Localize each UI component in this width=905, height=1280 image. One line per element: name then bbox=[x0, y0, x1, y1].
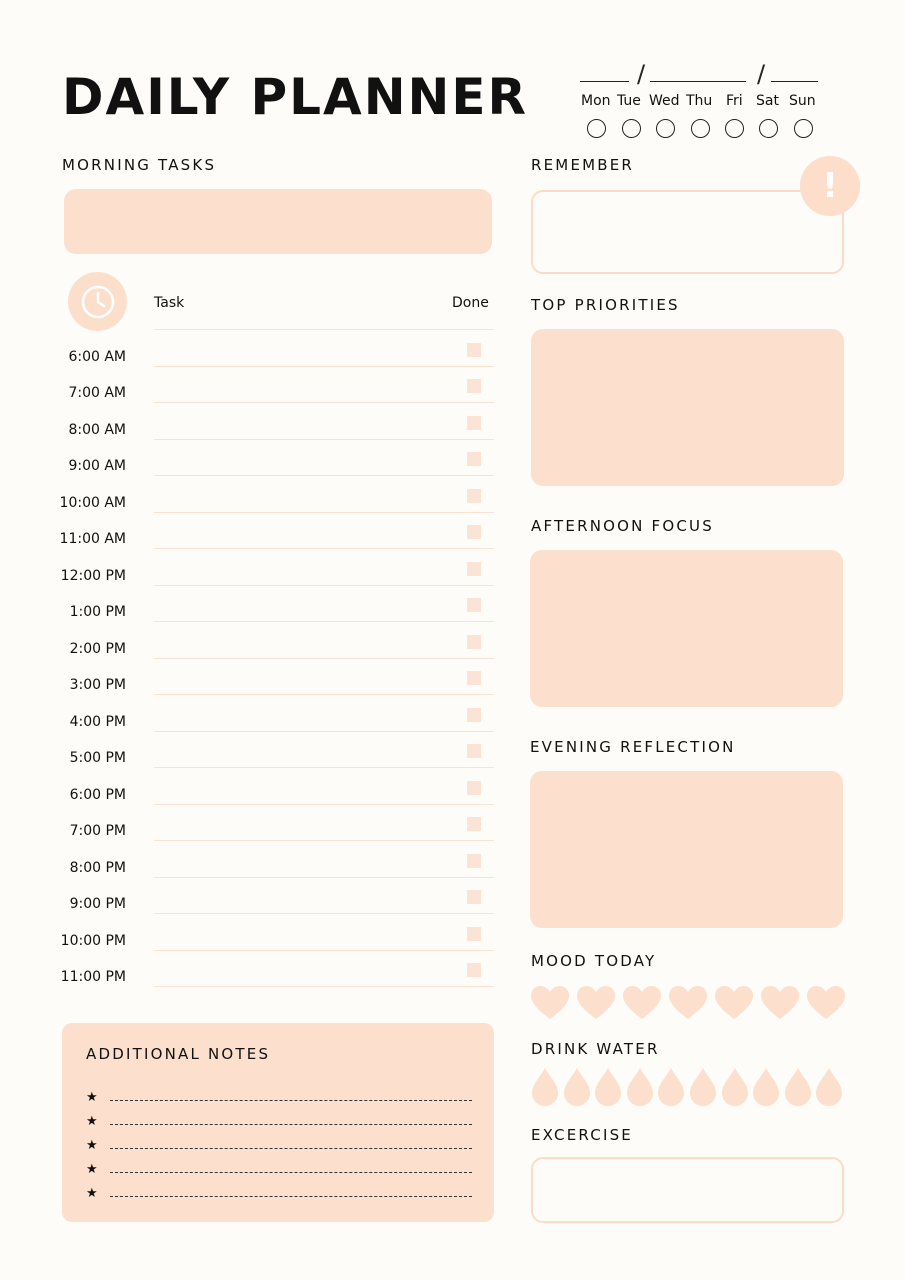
water-drop-icon[interactable] bbox=[814, 1067, 844, 1107]
time-label: 11:00 PM bbox=[60, 969, 126, 985]
done-checkbox[interactable] bbox=[467, 817, 481, 831]
task-line[interactable] bbox=[154, 402, 494, 403]
done-checkbox[interactable] bbox=[467, 343, 481, 357]
time-label: 9:00 AM bbox=[68, 458, 126, 474]
remember-label: REMEMBER bbox=[531, 156, 635, 174]
done-checkbox[interactable] bbox=[467, 452, 481, 466]
heart-icon[interactable] bbox=[530, 985, 570, 1021]
task-line[interactable] bbox=[154, 913, 494, 914]
additional-notes-label: ADDITIONAL NOTES bbox=[86, 1045, 271, 1063]
task-line[interactable] bbox=[154, 767, 494, 768]
time-label: 6:00 PM bbox=[69, 786, 126, 803]
time-label: 9:00 PM bbox=[69, 896, 126, 912]
done-checkbox[interactable] bbox=[467, 708, 481, 722]
exercise-box[interactable] bbox=[531, 1157, 844, 1223]
time-label: 8:00 AM bbox=[68, 421, 126, 438]
note-line[interactable] bbox=[110, 1148, 472, 1149]
clock-icon bbox=[80, 284, 116, 320]
time-label: 2:00 PM bbox=[69, 640, 126, 657]
heart-icon[interactable] bbox=[806, 985, 846, 1021]
alert-icon: ! bbox=[800, 156, 860, 216]
star-icon: ★ bbox=[86, 1162, 98, 1177]
weekday-circle-mon[interactable] bbox=[587, 119, 606, 138]
heart-icon[interactable] bbox=[714, 985, 754, 1021]
evening-reflection-label: EVENING REFLECTION bbox=[530, 738, 736, 756]
time-label: 11:00 AM bbox=[59, 531, 126, 547]
time-label: 12:00 PM bbox=[60, 567, 126, 584]
morning-tasks-box[interactable] bbox=[64, 189, 492, 254]
weekday-label: Sat bbox=[756, 93, 779, 109]
date-day-field[interactable] bbox=[580, 81, 629, 82]
weekday-circle-sat[interactable] bbox=[759, 119, 778, 138]
clock-badge bbox=[68, 272, 127, 331]
task-line[interactable] bbox=[154, 585, 494, 586]
water-drop-icon[interactable] bbox=[688, 1067, 718, 1107]
task-line[interactable] bbox=[154, 512, 494, 513]
top-priorities-box[interactable] bbox=[531, 329, 844, 486]
weekday-label: Wed bbox=[649, 93, 680, 109]
water-drop-icon[interactable] bbox=[530, 1067, 560, 1107]
time-label: 10:00 PM bbox=[60, 932, 126, 949]
task-line[interactable] bbox=[154, 804, 494, 805]
weekday-circle-wed[interactable] bbox=[656, 119, 675, 138]
time-label: 3:00 PM bbox=[69, 677, 126, 693]
task-line[interactable] bbox=[154, 950, 494, 951]
top-priorities-label: TOP PRIORITIES bbox=[531, 296, 680, 314]
note-line[interactable] bbox=[110, 1172, 472, 1173]
task-line[interactable] bbox=[154, 366, 494, 367]
water-drop-icon[interactable] bbox=[720, 1067, 750, 1107]
done-checkbox[interactable] bbox=[467, 525, 481, 539]
done-checkbox[interactable] bbox=[467, 744, 481, 758]
time-label: 7:00 AM bbox=[68, 385, 126, 401]
note-line[interactable] bbox=[110, 1196, 472, 1197]
star-icon: ★ bbox=[86, 1186, 98, 1201]
weekday-label: Mon bbox=[581, 93, 611, 109]
note-line[interactable] bbox=[110, 1124, 472, 1125]
additional-notes-box bbox=[62, 1023, 494, 1222]
water-drop-icon[interactable] bbox=[783, 1067, 813, 1107]
time-label: 5:00 PM bbox=[69, 750, 126, 766]
mood-today-label: MOOD TODAY bbox=[531, 952, 657, 970]
done-checkbox[interactable] bbox=[467, 635, 481, 649]
weekday-label: Tue bbox=[617, 93, 641, 109]
time-label: 7:00 PM bbox=[69, 823, 126, 839]
done-checkbox[interactable] bbox=[467, 379, 481, 393]
done-checkbox[interactable] bbox=[467, 963, 481, 977]
water-drop-icon[interactable] bbox=[656, 1067, 686, 1107]
done-checkbox[interactable] bbox=[467, 671, 481, 685]
star-icon: ★ bbox=[86, 1090, 98, 1105]
evening-reflection-box[interactable] bbox=[530, 771, 843, 928]
weekday-label: Fri bbox=[726, 93, 743, 109]
date-separator: / bbox=[637, 60, 646, 88]
date-separator: / bbox=[757, 60, 766, 88]
done-checkbox[interactable] bbox=[467, 854, 481, 868]
task-line[interactable] bbox=[154, 986, 494, 987]
water-drop-icon[interactable] bbox=[562, 1067, 592, 1107]
task-line[interactable] bbox=[154, 475, 494, 476]
drink-water-label: DRINK WATER bbox=[531, 1040, 660, 1058]
task-line[interactable] bbox=[154, 658, 494, 659]
weekday-label: Sun bbox=[789, 93, 816, 109]
weekday-label: Thu bbox=[686, 93, 713, 109]
task-line[interactable] bbox=[154, 731, 494, 732]
afternoon-focus-label: AFTERNOON FOCUS bbox=[531, 517, 714, 535]
time-label: 8:00 PM bbox=[69, 859, 126, 876]
heart-icon[interactable] bbox=[576, 985, 616, 1021]
date-year-field[interactable] bbox=[771, 81, 818, 82]
water-drop-icon[interactable] bbox=[625, 1067, 655, 1107]
time-label: 4:00 PM bbox=[69, 713, 126, 730]
done-checkbox[interactable] bbox=[467, 890, 481, 904]
exercise-label: EXCERCISE bbox=[531, 1126, 633, 1144]
row-divider bbox=[154, 329, 494, 330]
page-title: DAILY PLANNER bbox=[62, 68, 529, 126]
heart-icon[interactable] bbox=[622, 985, 662, 1021]
done-checkbox[interactable] bbox=[467, 927, 481, 941]
done-checkbox[interactable] bbox=[467, 598, 481, 612]
water-drop-icon[interactable] bbox=[751, 1067, 781, 1107]
done-checkbox[interactable] bbox=[467, 781, 481, 795]
task-column-header: Task bbox=[154, 295, 185, 311]
heart-icon[interactable] bbox=[668, 985, 708, 1021]
task-line[interactable] bbox=[154, 548, 494, 549]
weekday-circle-tue[interactable] bbox=[622, 119, 641, 138]
time-label: 6:00 AM bbox=[68, 348, 126, 365]
time-label: 1:00 PM bbox=[69, 604, 126, 620]
remember-box[interactable] bbox=[531, 190, 844, 274]
task-line[interactable] bbox=[154, 694, 494, 695]
time-label: 10:00 AM bbox=[59, 494, 126, 511]
done-column-header: Done bbox=[452, 295, 489, 311]
date-month-field[interactable] bbox=[650, 81, 746, 82]
done-checkbox[interactable] bbox=[467, 416, 481, 430]
water-drop-icon[interactable] bbox=[593, 1067, 623, 1107]
star-icon: ★ bbox=[86, 1114, 98, 1129]
afternoon-focus-box[interactable] bbox=[530, 550, 843, 707]
done-checkbox[interactable] bbox=[467, 489, 481, 503]
done-checkbox[interactable] bbox=[467, 562, 481, 576]
task-line[interactable] bbox=[154, 877, 494, 878]
weekday-circle-fri[interactable] bbox=[725, 119, 744, 138]
morning-tasks-label: MORNING TASKS bbox=[62, 156, 217, 174]
task-line[interactable] bbox=[154, 621, 494, 622]
star-icon: ★ bbox=[86, 1138, 98, 1153]
heart-icon[interactable] bbox=[760, 985, 800, 1021]
task-line[interactable] bbox=[154, 840, 494, 841]
task-line[interactable] bbox=[154, 439, 494, 440]
weekday-circle-thu[interactable] bbox=[691, 119, 710, 138]
weekday-circle-sun[interactable] bbox=[794, 119, 813, 138]
note-line[interactable] bbox=[110, 1100, 472, 1101]
